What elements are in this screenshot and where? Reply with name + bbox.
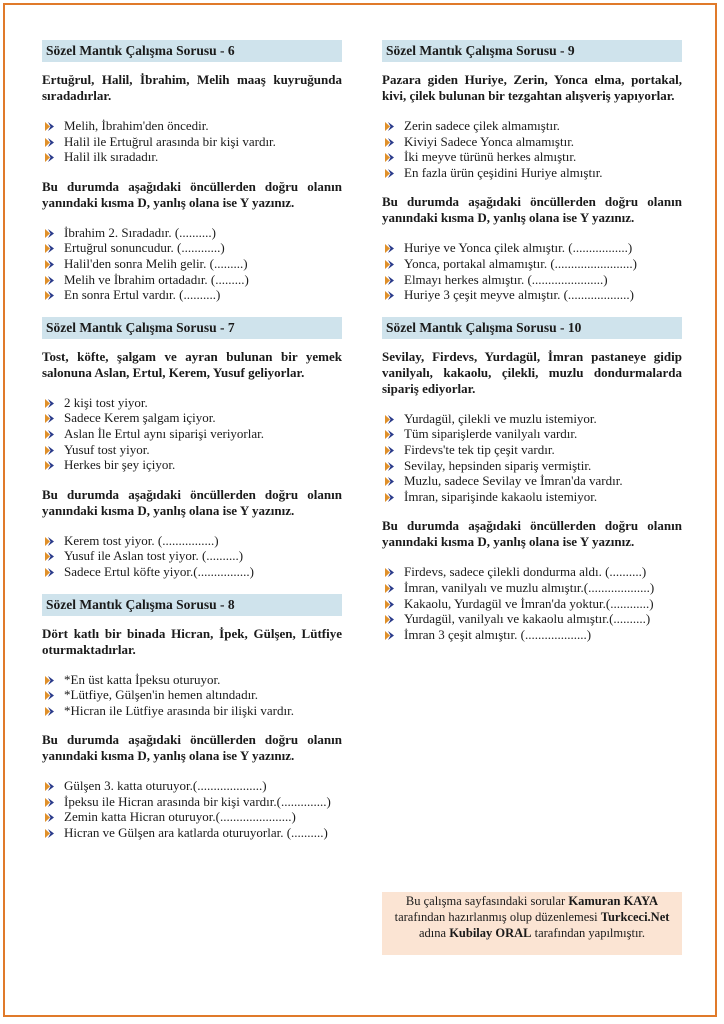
right-column — [382, 40, 682, 656]
statement-item[interactable]: Kerem tost yiyor. (................) — [42, 533, 342, 549]
statement-list — [382, 240, 682, 302]
clue-item: Aslan İle Ertul aynı siparişi veriyorlar. — [42, 426, 342, 442]
bullet-arrow-icon — [44, 780, 55, 791]
bullet-arrow-icon — [384, 598, 395, 609]
bullet-arrow-icon — [384, 475, 395, 486]
bullet-arrow-icon — [44, 674, 55, 685]
bullet-arrow-icon — [44, 412, 55, 423]
question-text: Bu durumda aşağıdaki öncüllerden doğru olanın yanındaki kısma D, yanlış olana ise Y yazınız. — [382, 518, 682, 550]
bullet-arrow-icon — [384, 491, 395, 502]
bullet-arrow-icon — [44, 827, 55, 838]
bullet-arrow-icon — [44, 428, 55, 439]
bullet-arrow-icon — [44, 258, 55, 269]
clue-list — [42, 395, 342, 473]
section-intro: Ertuğrul, Halil, İbrahim, Melih maaş kuyruğunda sıradadırlar. — [42, 72, 342, 103]
bullet-arrow-icon — [384, 136, 395, 147]
bullet-arrow-icon — [44, 242, 55, 253]
statement-item[interactable]: Yonca, portakal almamıştır. (........................) — [382, 256, 682, 272]
clue-item: Halil ile Ertuğrul arasında bir kişi vardır. — [42, 134, 342, 150]
bullet-arrow-icon — [44, 566, 55, 577]
clue-item: İmran, siparişinde kakaolu istemiyor. — [382, 489, 682, 505]
bullet-arrow-icon — [44, 151, 55, 162]
bullet-arrow-icon — [44, 796, 55, 807]
statement-item[interactable]: Zemin katta Hicran oturuyor.(......................) — [42, 809, 342, 825]
clue-list — [42, 118, 342, 165]
statement-item[interactable]: Elmayı herkes almıştır. (......................) — [382, 272, 682, 288]
statement-item[interactable]: Huriye ve Yonca çilek almıştır. (.................) — [382, 240, 682, 256]
bullet-arrow-icon — [384, 274, 395, 285]
credit-box: Bu çalışma sayfasındaki sorular Kamuran KAYA tarafından hazırlanmış olup düzenlemesi Turkceci.Net adına Kubilay ORAL tarafından yapılmıştır. — [382, 892, 682, 955]
section-title: Sözel Mantık Çalışma Sorusu - 8 — [42, 594, 342, 616]
question-text: Bu durumda aşağıdaki öncüllerden doğru olanın yanındaki kısma D, yanlış olana ise Y yazınız. — [42, 732, 342, 764]
statement-item[interactable]: Yurdagül, vanilyalı ve kakaolu almıştır.(..........) — [382, 611, 682, 627]
bullet-arrow-icon — [384, 444, 395, 455]
statement-item[interactable]: Melih ve İbrahim ortadadır. (.........) — [42, 272, 342, 288]
clue-item: İki meyve türünü herkes almıştır. — [382, 149, 682, 165]
editor-name: Kubilay ORAL — [449, 926, 532, 940]
statement-item[interactable]: Hicran ve Gülşen ara katlarda oturuyorlar. (..........) — [42, 825, 342, 841]
clue-item: *Lütfiye, Gülşen'in hemen altındadır. — [42, 687, 342, 703]
bullet-arrow-icon — [44, 535, 55, 546]
statement-item[interactable]: İbrahim 2. Sıradadır. (..........) — [42, 225, 342, 241]
bullet-arrow-icon — [44, 705, 55, 716]
statement-item[interactable]: En sonra Ertul vardır. (..........) — [42, 287, 342, 303]
author-name: Kamuran KAYA — [568, 894, 659, 908]
question-text: Bu durumda aşağıdaki öncüllerden doğru olanın yanındaki kısma D, yanlış olana ise Y yazınız. — [42, 178, 342, 210]
clue-item: *En üst katta İpeksu oturuyor. — [42, 672, 342, 688]
clue-list — [382, 118, 682, 180]
statement-item[interactable]: İmran, vanilyalı ve muzlu almıştır.(...................) — [382, 580, 682, 596]
bullet-arrow-icon — [384, 428, 395, 439]
bullet-arrow-icon — [44, 136, 55, 147]
bullet-arrow-icon — [44, 811, 55, 822]
statement-list — [42, 225, 342, 303]
clue-list — [382, 411, 682, 505]
clue-list — [42, 672, 342, 719]
clue-item: 2 kişi tost yiyor. — [42, 395, 342, 411]
question-text: Bu durumda aşağıdaki öncüllerden doğru olanın yanındaki kısma D, yanlış olana ise Y yazınız. — [42, 486, 342, 518]
clue-item: Kiviyi Sadece Yonca almamıştır. — [382, 134, 682, 150]
section-10 — [382, 317, 682, 643]
bullet-arrow-icon — [44, 550, 55, 561]
statement-item[interactable]: Halil'den sonra Melih gelir. (.........) — [42, 256, 342, 272]
bullet-arrow-icon — [44, 397, 55, 408]
question-text: Bu durumda aşağıdaki öncüllerden doğru olanın yanındaki kısma D, yanlış olana ise Y yazınız. — [382, 194, 682, 226]
site-name[interactable]: Turkceci.Net — [600, 910, 670, 924]
section-title: Sözel Mantık Çalışma Sorusu - 6 — [42, 40, 342, 62]
bullet-arrow-icon — [384, 582, 395, 593]
left-column — [42, 40, 342, 855]
bullet-arrow-icon — [384, 242, 395, 253]
bullet-arrow-icon — [44, 289, 55, 300]
statement-list — [382, 564, 682, 642]
clue-item: Yusuf tost yiyor. — [42, 442, 342, 458]
statement-item[interactable]: İpeksu ile Hicran arasında bir kişi vardır.(..............) — [42, 794, 342, 810]
clue-item: Tüm siparişlerde vanilyalı vardır. — [382, 426, 682, 442]
statement-item[interactable]: Sadece Ertul köfte yiyor.(................) — [42, 564, 342, 580]
section-title: Sözel Mantık Çalışma Sorusu - 9 — [382, 40, 682, 62]
statement-item[interactable]: Gülşen 3. katta oturuyor.(....................) — [42, 778, 342, 794]
bullet-arrow-icon — [384, 120, 395, 131]
section-title: Sözel Mantık Çalışma Sorusu - 10 — [382, 317, 682, 339]
clue-item: Sadece Kerem şalgam içiyor. — [42, 410, 342, 426]
clue-item: Melih, İbrahim'den öncedir. — [42, 118, 342, 134]
statement-item[interactable]: İmran 3 çeşit almıştır. (...................) — [382, 627, 682, 643]
section-intro: Pazara giden Huriye, Zerin, Yonca elma, portakal, kivi, çilek bulunan bir tezgahtan alışveriş yapıyorlar. — [382, 72, 682, 103]
section-intro: Dört katlı bir binada Hicran, İpek, Gülşen, Lütfiye oturmaktadırlar. — [42, 625, 342, 657]
bullet-arrow-icon — [44, 120, 55, 131]
clue-item: *Hicran ile Lütfiye arasında bir ilişki vardır. — [42, 703, 342, 719]
section-intro: Sevilay, Firdevs, Yurdagül, İmran pastaneye gidip vanilyalı, kakaolu, çilekli, muzlu dondurmalarda sipariş ediyorlar. — [382, 348, 682, 396]
section-8 — [42, 594, 342, 841]
bullet-arrow-icon — [44, 274, 55, 285]
bullet-arrow-icon — [44, 444, 55, 455]
clue-item: Sevilay, hepsinden sipariş vermiştir. — [382, 458, 682, 474]
clue-item: Zerin sadece çilek almamıştır. — [382, 118, 682, 134]
clue-item: Herkes bir şey içiyor. — [42, 457, 342, 473]
statement-item[interactable]: Yusuf ile Aslan tost yiyor. (..........) — [42, 548, 342, 564]
statement-list — [42, 533, 342, 580]
clue-item: Firdevs'te tek tip çeşit vardır. — [382, 442, 682, 458]
section-9 — [382, 40, 682, 303]
bullet-arrow-icon — [44, 689, 55, 700]
section-7 — [42, 317, 342, 580]
bullet-arrow-icon — [384, 613, 395, 624]
bullet-arrow-icon — [384, 629, 395, 640]
clue-item: Muzlu, sadece Sevilay ve İmran'da vardır. — [382, 473, 682, 489]
bullet-arrow-icon — [384, 258, 395, 269]
section-intro: Tost, köfte, şalgam ve ayran bulunan bir yemek salonuna Aslan, Ertul, Kerem, Yusuf geliyorlar. — [42, 348, 342, 380]
section-6 — [42, 40, 342, 303]
section-title: Sözel Mantık Çalışma Sorusu - 7 — [42, 317, 342, 339]
bullet-arrow-icon — [384, 289, 395, 300]
bullet-arrow-icon — [384, 566, 395, 577]
statement-item[interactable]: Ertuğrul sonuncudur. (............) — [42, 240, 342, 256]
bullet-arrow-icon — [384, 167, 395, 178]
clue-item: Halil ilk sıradadır. — [42, 149, 342, 165]
bullet-arrow-icon — [44, 227, 55, 238]
statement-item[interactable]: Firdevs, sadece çilekli dondurma aldı. (..........) — [382, 564, 682, 580]
bullet-arrow-icon — [384, 151, 395, 162]
bullet-arrow-icon — [384, 413, 395, 424]
statement-list — [42, 778, 342, 840]
bullet-arrow-icon — [44, 459, 55, 470]
bullet-arrow-icon — [384, 460, 395, 471]
statement-item[interactable]: Kakaolu, Yurdagül ve İmran'da yoktur.(............) — [382, 596, 682, 612]
clue-item: Yurdagül, çilekli ve muzlu istemiyor. — [382, 411, 682, 427]
statement-item[interactable]: Huriye 3 çeşit meyve almıştır. (...................) — [382, 287, 682, 303]
clue-item: En fazla ürün çeşidini Huriye almıştır. — [382, 165, 682, 181]
